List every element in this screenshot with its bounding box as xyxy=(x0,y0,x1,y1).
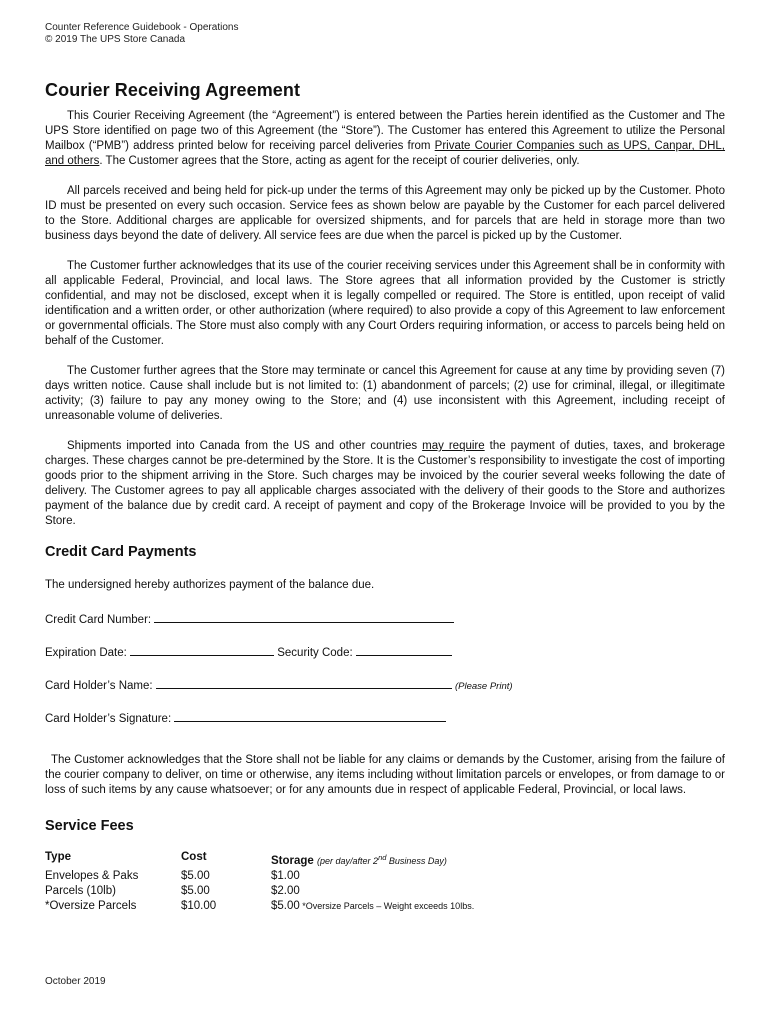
liability-paragraph: The Customer acknowledges that the Store shall not be liable for any claims or demands by the Customer, arising from the failure of the courier company to deliver, on time or otherwise, any items including without limitation parcels or envelopes, or from damage to or loss of such items by any cause whatsoever; or for any amounts due in respect of applicable Federal, Provincial, or local laws. xyxy=(45,754,725,796)
expiration-label: Expiration Date: xyxy=(45,647,127,659)
paragraph-duties: Shipments imported into Canada from the US and other countries may require the payment of duties, taxes, and brokerage charges. These charges cannot be pre-determined by the Store. It is the Customer’s responsibility to investigate the cost of importing goods prior to the shipment arriving in the Store. Such charges may be invoiced by the courier several weeks following the date of delivery. The Customer agrees to pay all applicable charges associated with the delivery of their goods to the Store and authorizes payment of the balance due by credit card. A receipt of payment and copy of the Brokerage Invoice will be provided to you by the Store. xyxy=(45,440,726,527)
expiration-field[interactable] xyxy=(130,643,274,656)
fee-cost: $5.00 xyxy=(181,885,210,897)
fee-storage: $1.00 xyxy=(271,870,300,882)
col-type-header: Type xyxy=(45,851,71,863)
col-storage-header: Storage (per day/after 2nd Business Day) xyxy=(271,853,447,867)
fee-cost: $10.00 xyxy=(181,900,217,912)
header-line-1: Counter Reference Guidebook - Operations xyxy=(45,22,239,33)
signature-row xyxy=(45,709,725,727)
running-header xyxy=(45,22,725,46)
fee-storage: $2.00 xyxy=(271,885,300,897)
fee-type: *Oversize Parcels xyxy=(45,900,137,912)
please-print-note: (Please Print) xyxy=(455,681,513,692)
document-page xyxy=(45,22,725,914)
signature-label: Card Holder’s Signature: xyxy=(45,713,172,725)
credit-card-heading: Credit Card Payments xyxy=(45,544,197,560)
expiration-security-row xyxy=(45,643,725,661)
card-holder-name-row xyxy=(45,676,725,694)
paragraph-termination: The Customer further agrees that the Store may terminate or cancel this Agreement for cause at any time by providing seven (7) days written notice. Cause shall include but is not limited to: (1) abandonment of parcels; (2) use for criminal, illegal, or illegitimate activity; (3) failure to pay any money owing to the Store; and (4) use inconsistent with this Agreement, including receipt of unreasonable volume of deliveries. xyxy=(45,365,725,422)
authorization-text: The undersigned hereby authorizes payment of the balance due. xyxy=(45,579,375,591)
page-title: Courier Receiving Agreement xyxy=(45,80,301,100)
oversize-note: *Oversize Parcels – Weight exceeds 10lbs. xyxy=(299,901,475,911)
courier-companies-underline: Private Courier Companies such as UPS, Canpar, DHL, and others xyxy=(45,140,726,167)
fee-type: Parcels (10lb) xyxy=(45,885,116,897)
paragraph-confidentiality: The Customer further acknowledges that its use of the courier receiving services under this Agreement shall be in conformity with all applicable Federal, Provincial, and local laws. The Store agrees that all information provided by the Customer is strictly confidential, and may not be disclosed, except when it is legally compelled or required. The Store is entitled, upon receipt of valid identification and a written order, or other authorization (where required) to also provide a copy of this Agreement to law enforcement or governmental officials. The Store must also comply with any Court Orders requiring information, or access to parcels being held on behalf of the Customer. xyxy=(45,260,725,347)
footer-date: October 2019 xyxy=(45,976,106,987)
header-line-2: © 2019 The UPS Store Canada xyxy=(45,34,186,45)
security-code-label: Security Code: xyxy=(277,647,353,659)
fees-row xyxy=(45,884,725,899)
fee-type: Envelopes & Paks xyxy=(45,870,139,882)
service-fees-table xyxy=(45,850,725,914)
security-code-field[interactable] xyxy=(356,643,452,656)
col-cost-header: Cost xyxy=(181,851,207,863)
paragraph-pickup: All parcels received and being held for pick-up under the terms of this Agreement may only be picked up by the Customer. Photo ID must be presented on every such occasion. Service fees as shown below are payable by the Customer for each parcel delivered to the Store. Additional charges are applicable for oversized shipments, and for parcels that are held in storage more than two business days beyond the date of delivery. All service fees are due when the parcel is picked up by the Customer. xyxy=(45,185,725,242)
fee-cost: $5.00 xyxy=(181,870,210,882)
card-number-label: Credit Card Number: xyxy=(45,614,152,626)
fees-row xyxy=(45,899,725,914)
card-number-row xyxy=(45,610,725,628)
service-fees-heading: Service Fees xyxy=(45,818,134,834)
card-number-field[interactable] xyxy=(154,610,454,623)
fees-header-row xyxy=(45,850,725,869)
card-holder-name-field[interactable] xyxy=(156,676,452,689)
may-require-underline: may require xyxy=(422,440,485,452)
fee-storage: $5.00 *Oversize Parcels – Weight exceeds 10lbs. xyxy=(271,900,475,912)
card-holder-name-label: Card Holder’s Name: xyxy=(45,680,153,692)
fees-row xyxy=(45,869,725,884)
signature-field[interactable] xyxy=(174,709,446,722)
paragraph-intro: This Courier Receiving Agreement (the “Agreement”) is entered between the Parties herein identified as the Customer and The UPS Store identified on page two of this Agreement (the “Store”). The Customer has entered this Agreement to utilize the Personal Mailbox (“PMB”) address printed below for receiving parcel deliveries from Private Courier Companies such as UPS, Canpar, DHL, and others. The Customer agrees that the Store, acting as agent for the receipt of courier deliveries, only. xyxy=(45,110,726,167)
